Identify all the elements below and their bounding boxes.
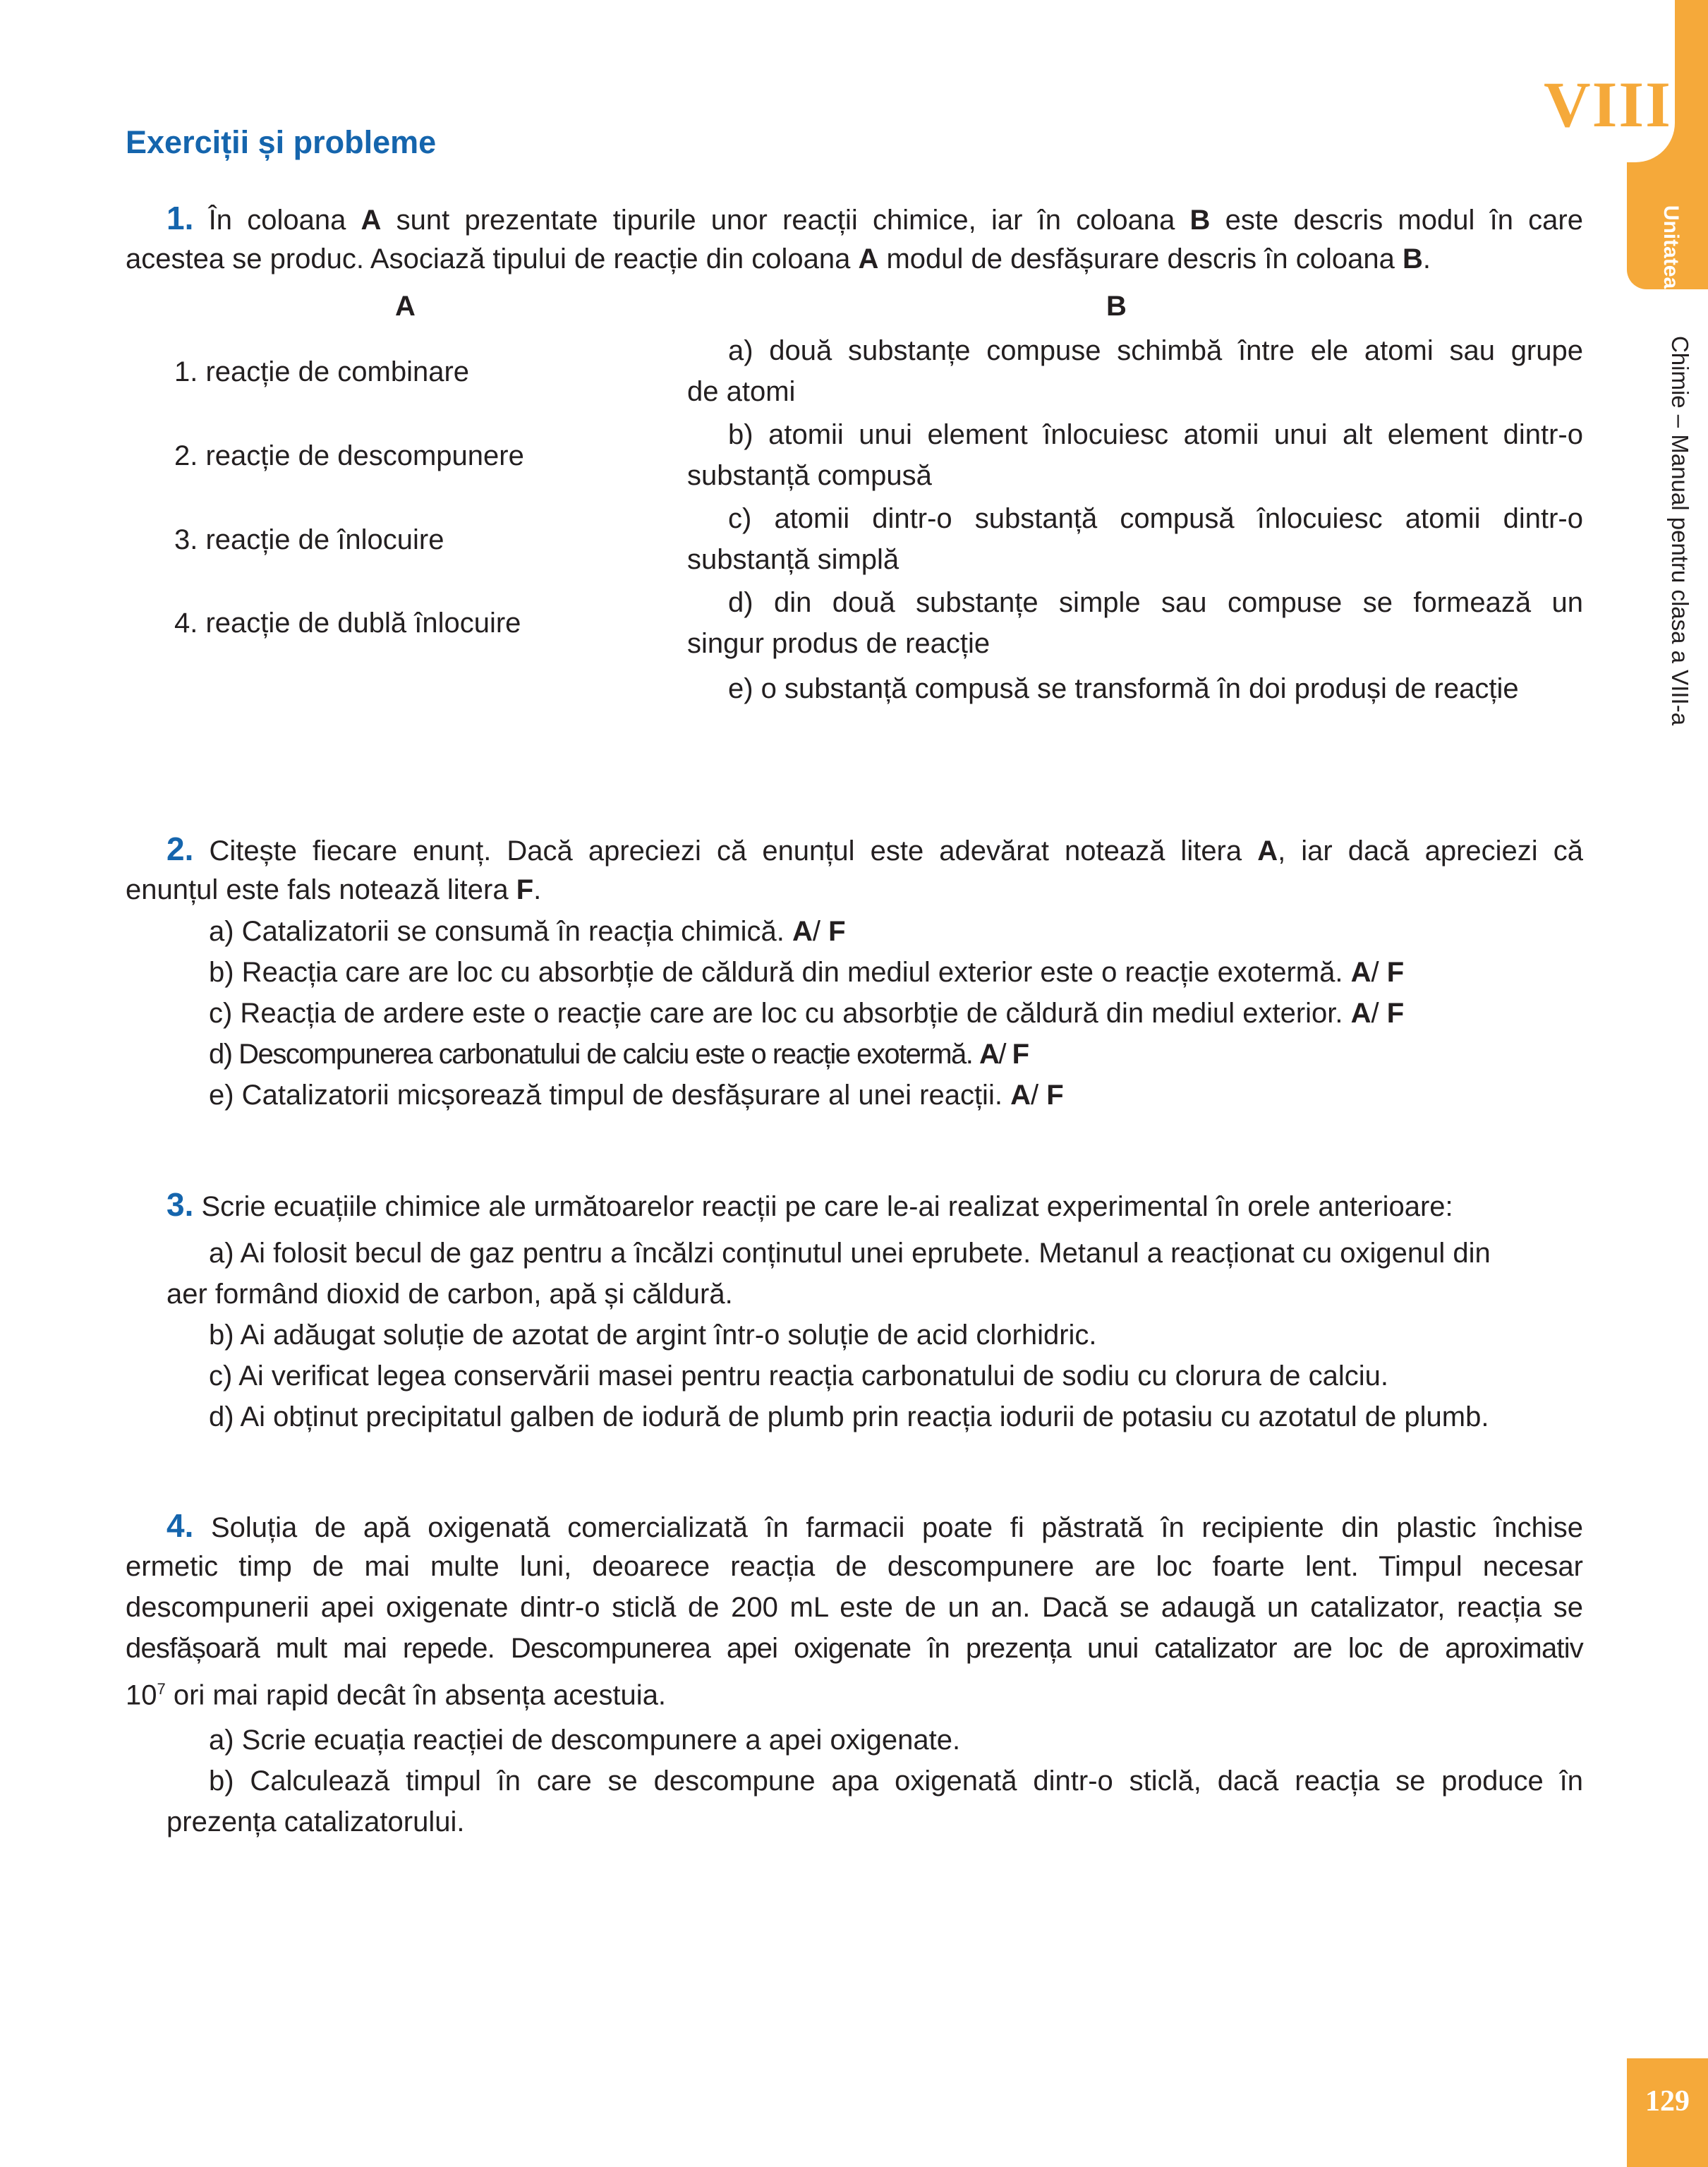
- unit-numeral: VIII: [1544, 68, 1672, 140]
- ex2-intro-line-1: 2. Citește fiecare enunț. Dacă apreciezi că enunțul este adevărat notează litera A, iar dacă apreciezi că: [166, 831, 1583, 867]
- col-b-item-d-line-1: d) din două substanțe simple sau compuse se formează un: [728, 587, 1583, 618]
- ex4-item-a: a) Scrie ecuația reacției de descompunere a apei oxigenate.: [209, 1725, 961, 1756]
- ex4-line-4: desfășoară mult mai repede. Descompunerea apei oxigenate în prezența unui catalizator are loc de aproximativ: [126, 1633, 1583, 1664]
- page-number: 129: [1645, 2085, 1690, 2118]
- col-b-item-b-line-2: substanță compusă: [687, 460, 932, 491]
- ex3-item-c: c) Ai verificat legea conservării masei pentru reacția carbonatului de sodiu cu clorura de calciu.: [209, 1360, 1388, 1392]
- ex4-number: 4.: [166, 1507, 194, 1544]
- col-b-item-b-line-1: b) atomii unui element înlocuiesc atomii unui alt element dintr-o: [728, 419, 1583, 450]
- ex4-line-1: 4. Soluția de apă oxigenată comercializată în farmacii poate fi păstrată în recipiente din plastic închise: [166, 1507, 1583, 1544]
- ex4-item-b-line-1: b) Calculează timpul în care se descompune apa oxigenată dintr-o sticlă, dacă reacția se produce în: [209, 1765, 1583, 1797]
- ex4-line-3: descompunerii apei oxigenate dintr-o sticlă de 200 mL este de un an. Dacă se adaugă un catalizator, reacția se: [126, 1592, 1583, 1623]
- col-a-header: A: [395, 291, 416, 322]
- ex3-intro: 3. Scrie ecuațiile chimice ale următoarelor reacții pe care le-ai realizat experimental în orele anterioare:: [166, 1186, 1453, 1223]
- ex3-number: 3.: [166, 1186, 194, 1223]
- ex2-statement: e) Catalizatorii micșorează timpul de desfășurare al unei reacții. A/ F: [209, 1080, 1064, 1111]
- ex4-line-2: ermetic timp de mai multe luni, deoarece reacția de descompunere are loc foarte lent. Timpul necesar: [126, 1551, 1583, 1582]
- ex4-line-5: $10^7$ ori mai rapid decât în absența acestuia.: [126, 1679, 667, 1711]
- col-b-item-e: e) o substanță compusă se transformă în doi produși de reacție: [728, 673, 1519, 704]
- ex3-item-b: b) Ai adăugat soluție de azotat de argint într-o soluție de acid clorhidric.: [209, 1320, 1097, 1351]
- col-b-item-d-line-2: singur produs de reacție: [687, 628, 991, 659]
- ex2-statement: d) Descompunerea carbonatului de calciu este o reacție exotermă. A/ F: [209, 1039, 1029, 1070]
- unit-label: Unitatea: [1659, 205, 1683, 289]
- ex2-statement: b) Reacția care are loc cu absorbție de căldură din mediul exterior este o reacție exotermă. A/ F: [209, 957, 1405, 988]
- ex2-statement: c) Reacția de ardere este o reacție care are loc cu absorbție de căldură din mediul exterior. A/ F: [209, 998, 1405, 1029]
- ex2-number: 2.: [166, 831, 194, 867]
- ex3-item-a-line-1: a) Ai folosit becul de gaz pentru a încălzi conținutul unei eprubete. Metanul a reacționat cu oxigenul din: [209, 1238, 1491, 1269]
- col-b-item-c-line-2: substanță simplă: [687, 544, 900, 575]
- ex1-number: 1.: [166, 200, 194, 236]
- col-a-item: 3. reacție de înlocuire: [174, 524, 444, 555]
- col-a-item: 4. reacție de dublă înlocuire: [174, 608, 521, 639]
- ex4-item-b-line-2: prezența catalizatorului.: [166, 1806, 465, 1837]
- ex2-intro-line-2: enunțul este fals notează litera F.: [126, 874, 542, 905]
- col-b-item-a-line-2: de atomi: [687, 376, 796, 407]
- ex3-item-a-line-2: aer formând dioxid de carbon, apă și căldură.: [166, 1279, 733, 1310]
- col-a-item: 2. reacție de descompunere: [174, 440, 524, 471]
- ex3-item-d: d) Ai obținut precipitatul galben de iodură de plumb prin reacția iodurii de potasiu cu azotatul de plumb.: [209, 1401, 1489, 1432]
- ex2-statement: a) Catalizatorii se consumă în reacția chimică. A/ F: [209, 916, 846, 947]
- book-title: Chimie – Manual pentru clasa a VIII-a: [1667, 335, 1693, 726]
- ex1-intro-line-2: acestea se produc. Asociază tipului de reacție din coloana A modul de desfășurare descris în coloana B.: [126, 243, 1431, 274]
- col-a-item: 1. reacție de combinare: [174, 356, 470, 387]
- col-b-header: B: [1106, 291, 1127, 322]
- col-b-item-c-line-1: c) atomii dintr-o substanță compusă înlocuiesc atomii dintr-o: [728, 503, 1583, 534]
- section-title: Exerciții și probleme: [126, 124, 437, 160]
- ex1-intro-line-1: 1. În coloana A sunt prezentate tipurile unor reacții chimice, iar în coloana B este descris modul în care: [166, 200, 1583, 236]
- col-b-item-a-line-1: a) două substanțe compuse schimbă între ele atomi sau grupe: [728, 335, 1583, 366]
